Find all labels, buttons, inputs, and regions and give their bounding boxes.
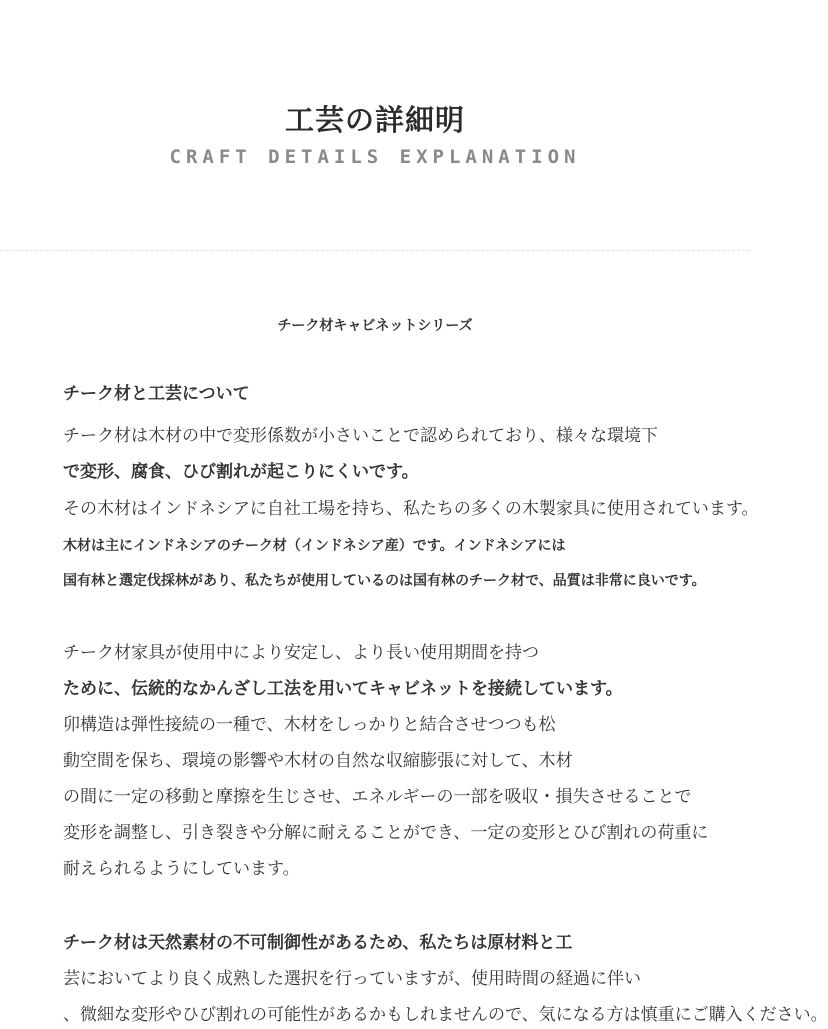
header (0, 0, 750, 250)
page-title: 工芸の詳細明 (284, 103, 465, 137)
text-line: 木材は主にインドネシアのチーク材（インドネシア産）です。インドネシアには (63, 538, 566, 554)
text-line: 芸においてより良く成熟した選択を行っていますが、使用時間の経過に伴い (63, 969, 641, 989)
text-line: チーク材は木材の中で変形係数が小さいことで認められており、様々な環境下 (63, 426, 658, 446)
text-line: 耐えられるようにしています。 (63, 859, 300, 879)
paragraph-heading: チーク材と工芸について (63, 384, 250, 404)
text-line: チーク材は天然素材の不可制御性があるため、私たちは原材料と工 (63, 933, 573, 953)
text-line: 変形を調整し、引き裂きや分解に耐えることができ、一定の変形とひび割れの荷重に (63, 823, 709, 843)
page-subtitle: CRAFT DETAILS EXPLANATION (169, 146, 581, 168)
text-line: 、微細な変形やひび割れの可能性があるかもしれませんので、気になる方は慎重にご購入ください。 (63, 1005, 828, 1025)
text-line: 卯構造は弾性接続の一種で、木材をしっかりと結合させつつも松 (63, 715, 556, 735)
text-line: ために、伝統的なかんざし工法を用いてキャビネットを接続しています。 (63, 679, 623, 699)
text-line: チーク材家具が使用中により安定し、より長い使用期間を持つ (63, 643, 539, 663)
text-line: 動空間を保ち、環境の影響や木材の自然な収縮膨張に対して、木材 (63, 751, 573, 771)
text-line: 国有林と選定伐採林があり、私たちが使用しているのは国有林のチーク材で、品質は非常に良いです。 (63, 573, 706, 589)
divider (0, 250, 750, 251)
text-line: その木材はインドネシアに自社工場を持ち、私たちの多くの木製家具に使用されています。 (63, 499, 759, 519)
text-line: の間に一定の移動と摩擦を生じさせ、エネルギーの一部を吸収・損失させることで (63, 787, 692, 807)
text-line: で変形、腐食、ひび割れが起こりにくいです。 (63, 462, 419, 482)
section-heading: チーク材キャビネットシリーズ (277, 318, 473, 334)
